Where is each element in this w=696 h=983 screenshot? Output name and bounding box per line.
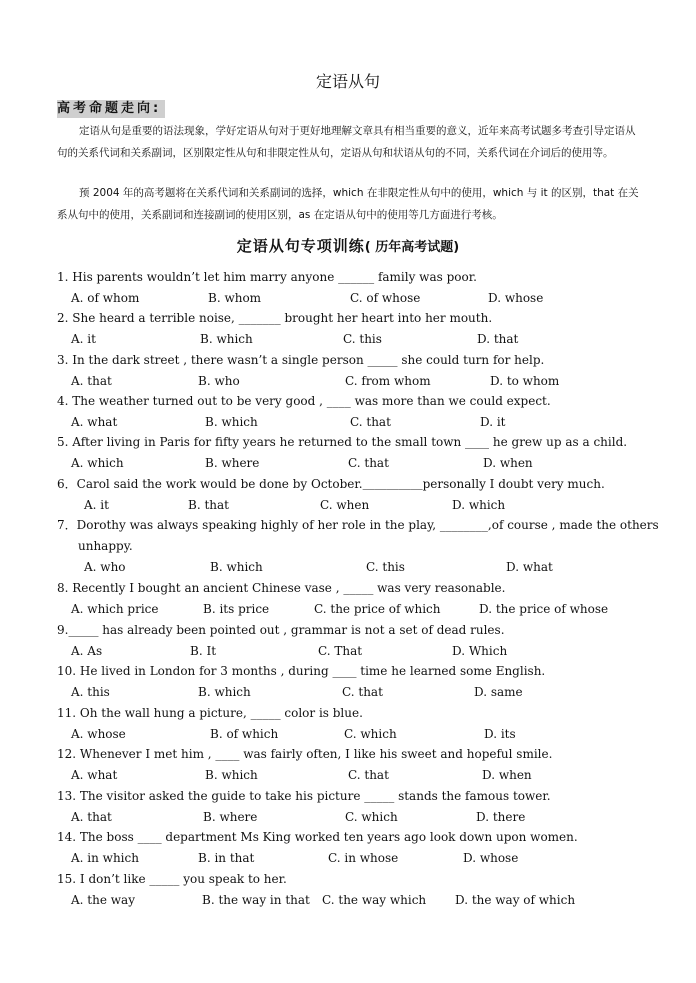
answer-option: C. that: [350, 415, 391, 429]
answer-option: D. it: [480, 415, 506, 429]
answer-option: B. who: [198, 374, 240, 388]
answer-option: D. same: [474, 685, 523, 699]
answer-option: B. whom: [208, 291, 262, 305]
answer-option: D. there: [476, 810, 526, 824]
question-stem: 13. The visitor asked the guide to take his picture _____ stands the famous tower.: [57, 789, 551, 803]
answer-option: B. of which: [210, 727, 279, 741]
question-stem: 7．Dorothy was always speaking highly of her role in the play, ________,of course , made the others: [57, 518, 659, 532]
answer-option: D. whose: [488, 291, 544, 305]
answer-option: B. where: [205, 456, 260, 470]
exercise-title: [0, 235, 696, 256]
answer-option: A. As: [71, 644, 103, 658]
answer-option: D. to whom: [490, 374, 560, 388]
answer-option: D. what: [506, 560, 553, 574]
answer-option: B. which: [205, 415, 258, 429]
intro-text-1: 定语从句是重要的语法现象，学好定语从句对于更好地理解文章具有相当重要的意义，近年来高考试题多考查引导定语从句的关系代词和关系副词，区别限定性从句和非限定性从句，定语从句和状语从句的不同，关系代词在介词后的使用等。: [57, 125, 636, 159]
question-stem: 9._____ has already been pointed out , grammar is not a set of dead rules.: [57, 623, 505, 637]
intro-paragraph-1: [57, 120, 639, 164]
question-stem: 10. He lived in London for 3 months , during ____ time he learned some English.: [57, 664, 546, 678]
answer-option: C. which: [344, 727, 397, 741]
answer-option: C. which: [345, 810, 398, 824]
answer-option: B. that: [188, 498, 229, 512]
answer-option: C. this: [366, 560, 405, 574]
question-stem: 8. Recently I bought an ancient Chinese vase , _____ was very reasonable.: [57, 581, 506, 595]
question-stem: 3. In the dark street , there wasn’t a single person _____ she could turn for help.: [57, 353, 545, 367]
exercise-title-source: ( 历年高考试题): [364, 240, 460, 255]
answer-option: B. which: [200, 332, 253, 346]
answer-option: D. its: [484, 727, 516, 741]
question-stem: 4. The weather turned out to be very good , ____ was more than we could expect.: [57, 394, 551, 408]
answer-option: A. in which: [71, 851, 139, 865]
answer-option: A. who: [84, 560, 126, 574]
question-stem-continued: unhappy.: [78, 539, 133, 553]
answer-option: B. which: [198, 685, 251, 699]
answer-option: A. it: [71, 332, 96, 346]
answer-option: D. when: [482, 768, 532, 782]
answer-option: B. It: [190, 644, 217, 658]
answer-option: A. whose: [71, 727, 126, 741]
question-stem: 15. I don’t like _____ you speak to her.: [57, 872, 287, 886]
answer-option: A. what: [71, 415, 118, 429]
page-title: 定语从句: [315, 72, 380, 91]
answer-option: A. it: [84, 498, 109, 512]
answer-option: C. in whose: [328, 851, 399, 865]
answer-option: C. That: [318, 644, 363, 658]
answer-option: A. which: [71, 456, 124, 470]
intro-paragraph-2: [57, 182, 639, 226]
answer-option: A. what: [71, 768, 118, 782]
answer-option: A. that: [71, 374, 112, 388]
question-stem: 11. Oh the wall hung a picture, _____ color is blue.: [57, 706, 363, 720]
answer-option: B. which: [210, 560, 263, 574]
answer-option: B. its price: [203, 602, 270, 616]
question-stem: 2. She heard a terrible noise, _______ brought her heart into her mouth.: [57, 311, 493, 325]
exercise-title-main: 定语从句专项训练: [236, 237, 365, 255]
question-stem: 14. The boss ____ department Ms King worked ten years ago look down upon women.: [57, 830, 578, 844]
question-stem: 5. After living in Paris for fifty years he returned to the small town ____ he grew up as a child.: [57, 435, 628, 449]
answer-option: B. where: [203, 810, 258, 824]
answer-option: C. the price of which: [314, 602, 441, 616]
question-stem: 1. His parents wouldn’t let him marry anyone ______ family was poor.: [57, 270, 477, 284]
answer-option: C. that: [342, 685, 383, 699]
question-stem: 12. Whenever I met him , ____ was fairly often, I like his sweet and hopeful smile.: [57, 747, 553, 761]
answer-option: B. which: [205, 768, 258, 782]
answer-option: B. in that: [198, 851, 255, 865]
answer-option: A. the way: [71, 893, 135, 907]
answer-option: C. the way which: [322, 893, 427, 907]
answer-option: D. whose: [463, 851, 519, 865]
intro-text-2: 预 2004 年的高考题将在关系代词和关系副词的选择，which 在非限定性从句中的使用，which 与 it 的区别，that 在关系从句中的使用，关系副词和连接副词的使用区别，as 在定语从句中的使用等几方面进行考核。: [57, 187, 639, 221]
answer-option: D. when: [483, 456, 533, 470]
answer-option: A. that: [71, 810, 112, 824]
answer-option: A. this: [71, 685, 110, 699]
answer-option: B. the way in that: [202, 893, 310, 907]
answer-option: D. that: [477, 332, 519, 346]
answer-option: A. which price: [71, 602, 159, 616]
answer-option: D. which: [452, 498, 506, 512]
answer-option: C. when: [320, 498, 370, 512]
answer-option: D. the price of whose: [479, 602, 609, 616]
answer-option: C. that: [348, 456, 389, 470]
answer-option: C. this: [343, 332, 382, 346]
section-heading: 高考命题走向:: [57, 100, 165, 118]
answer-option: D. Which: [452, 644, 508, 658]
answer-option: C. that: [348, 768, 389, 782]
answer-option: D. the way of which: [455, 893, 576, 907]
question-stem: 6．Carol said the work would be done by October.＿＿＿＿＿personally I doubt very much.: [57, 477, 605, 491]
answer-option: C. from whom: [345, 374, 431, 388]
answer-option: A. of whom: [71, 291, 140, 305]
answer-option: C. of whose: [350, 291, 421, 305]
